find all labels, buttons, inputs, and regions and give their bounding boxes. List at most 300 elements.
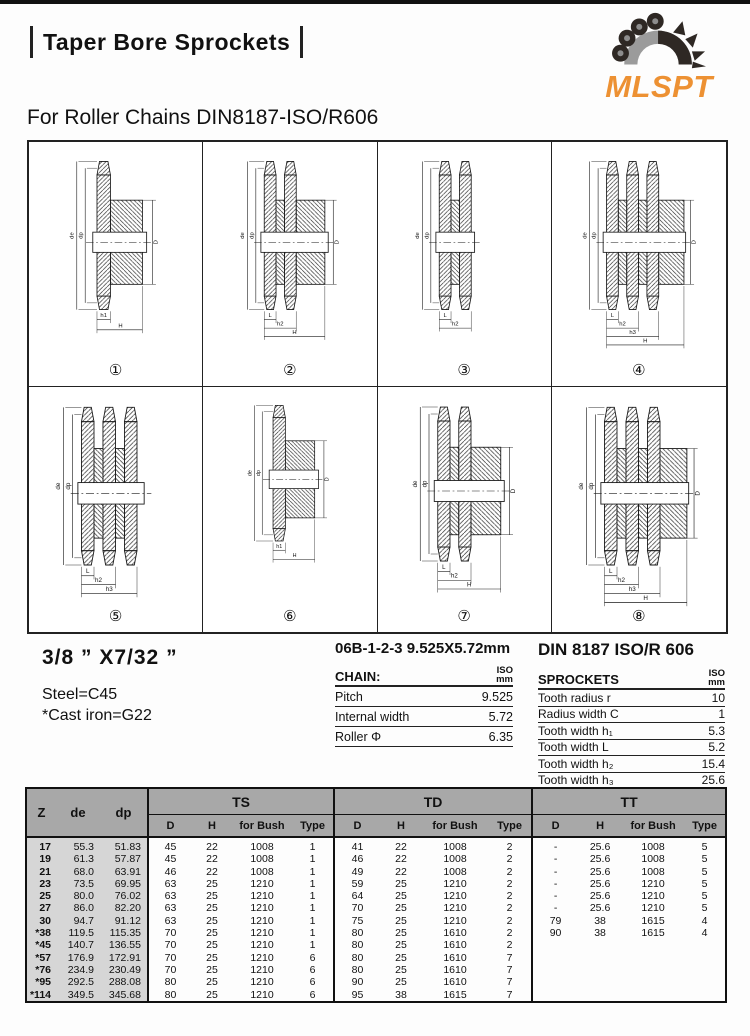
cell-tt-d: 90 (532, 927, 578, 939)
sub-header-type: Type (292, 815, 334, 838)
cell-tt-h (578, 989, 622, 1002)
cell-ts-d: 70 (148, 952, 192, 964)
svg-text:h2: h2 (451, 321, 459, 328)
cell-tt-h (578, 952, 622, 964)
cell-ts-d: 63 (148, 902, 192, 914)
cell-de: 292.5 (56, 976, 100, 988)
cell-ts-type: 1 (309, 865, 316, 878)
figure-number: ① (108, 362, 123, 379)
figure-number: ⑥ (283, 608, 297, 625)
cell-tt-type (684, 939, 726, 951)
cell-dp: 115.35 (100, 927, 148, 939)
table-row (26, 866, 726, 878)
cell-ts-d: 63 (148, 890, 192, 902)
cell-tt-d (532, 976, 578, 988)
sub-header-h: H (192, 815, 232, 838)
cell-td-h: 22 (395, 853, 407, 866)
svg-text:dp: dp (249, 232, 256, 239)
svg-text:L: L (442, 563, 446, 571)
cell-ts-d: 70 (148, 927, 192, 939)
cell-td-d: 64 (334, 890, 380, 902)
cell-ts-bush: 1008 (250, 853, 274, 866)
sprocket-diagram-3 (378, 142, 552, 387)
cell-ts-type: 1 (309, 939, 316, 952)
cell-td-h: 25 (395, 914, 407, 927)
sprocket-diagram-6 (203, 387, 377, 632)
cell-tt-bush: 1210 (641, 902, 665, 915)
cell-td-d: 95 (334, 989, 380, 1002)
table-row (26, 853, 726, 865)
cell-dp: 57.87 (100, 853, 148, 865)
cell-td-type: 2 (506, 890, 513, 903)
main-table-body (26, 837, 726, 1002)
svg-text:h2: h2 (95, 577, 103, 585)
cell-ts-type: 1 (309, 914, 316, 927)
cell-ts-h: 22 (206, 841, 218, 853)
din-header-label: SPROCKETS (538, 672, 619, 687)
table-row (26, 939, 726, 951)
svg-text:de: de (582, 232, 589, 239)
cell-dp: 172.91 (100, 952, 148, 964)
cell-td-type: 2 (506, 927, 513, 940)
svg-text:L: L (268, 313, 273, 320)
cell-z: *45 (26, 939, 56, 951)
cell-ts-bush: 1210 (250, 976, 274, 989)
cell-ts-type: 6 (309, 963, 316, 976)
cell-tt-d: - (532, 878, 578, 890)
col-header-z: Z (26, 788, 56, 837)
title-left-bar (30, 26, 33, 58)
din-row-tooth-width-h3: Tooth width h₃ 25.6 (538, 773, 725, 788)
cell-tt-d: - (532, 902, 578, 914)
table-header (26, 788, 726, 837)
cell-tt-h: 25.6 (589, 877, 611, 890)
title-right-bar (300, 26, 303, 58)
cell-tt-type: 4 (701, 914, 708, 927)
cell-ts-type: 6 (309, 988, 316, 1001)
cell-z: 17 (26, 837, 56, 853)
sub-header-d: D (532, 815, 578, 838)
cell-dp: 51.83 (100, 837, 148, 853)
cell-td-h: 25 (395, 890, 407, 903)
din-row-tooth-width-l: Tooth width L 5.2 (538, 740, 725, 755)
sub-header-type: Type (488, 815, 532, 838)
svg-text:H: H (118, 323, 123, 330)
sprocket-diagram-1 (29, 142, 203, 387)
table-row (26, 952, 726, 964)
cell-ts-d: 70 (148, 964, 192, 976)
svg-text:D: D (334, 240, 341, 245)
page-top-strip (0, 0, 750, 4)
sub-header-for-bush: for Bush (232, 815, 292, 838)
cell-tt-bush: 1008 (641, 853, 665, 866)
cell-z: 25 (26, 890, 56, 902)
cell-tt-type: 5 (701, 841, 708, 853)
sprocket-drawing-single-hub-small (225, 393, 355, 578)
cell-td-type: 7 (506, 988, 513, 1001)
cell-tt-d: - (532, 890, 578, 902)
cell-td-d: 80 (334, 964, 380, 976)
sprocket-diagram-2 (203, 142, 377, 387)
cell-dp: 345.68 (100, 989, 148, 1002)
col-group-tt: TT (532, 788, 726, 815)
figure-number: ② (283, 362, 297, 379)
cell-td-type: 7 (506, 976, 513, 989)
cell-ts-h: 22 (206, 865, 218, 878)
cell-ts-bush: 1210 (250, 902, 274, 915)
chain-size: 3/8 ” X7/32 ” (42, 646, 178, 669)
cell-ts-h: 25 (206, 988, 218, 1001)
cell-dp: 91.12 (100, 915, 148, 927)
svg-text:h3: h3 (105, 585, 113, 593)
cell-tt-h: 25.6 (589, 890, 611, 903)
cell-td-type: 2 (506, 841, 513, 853)
cell-ts-bush: 1008 (250, 865, 274, 878)
cell-tt-d (532, 939, 578, 951)
cell-dp: 82.20 (100, 902, 148, 914)
sub-header-h: H (380, 815, 422, 838)
sprocket-drawing-double-center-hub (389, 393, 539, 603)
cell-ts-d: 70 (148, 939, 192, 951)
svg-text:de: de (414, 232, 421, 239)
svg-text:dp: dp (423, 232, 430, 239)
unit-label: ISO mm (708, 668, 725, 688)
unit-label: ISO mm (496, 665, 513, 685)
din-spec-header (538, 669, 725, 690)
cell-z: 19 (26, 853, 56, 865)
cell-td-type: 2 (506, 853, 513, 866)
cell-ts-bush: 1210 (250, 890, 274, 903)
cell-ts-d: 63 (148, 878, 192, 890)
din-spec-table (538, 640, 725, 789)
table-row (26, 890, 726, 902)
cell-tt-d (532, 964, 578, 976)
cell-tt-h: 25.6 (589, 902, 611, 915)
sprocket-drawing-double-hub (217, 148, 362, 350)
cell-dp: 69.95 (100, 878, 148, 890)
cell-de: 94.7 (56, 915, 100, 927)
mlspt-logo (592, 10, 726, 102)
cell-td-type: 2 (506, 902, 513, 915)
table-row (26, 915, 726, 927)
cell-ts-h: 25 (206, 976, 218, 989)
sprocket-drawing-triple (38, 393, 193, 608)
cell-td-d: 80 (334, 927, 380, 939)
cell-dp: 63.91 (100, 866, 148, 878)
cell-tt-d (532, 989, 578, 1002)
svg-text:h1: h1 (100, 313, 108, 320)
cell-tt-d: 79 (532, 915, 578, 927)
cell-td-bush: 1210 (443, 914, 467, 927)
din-row-tooth-radius: Tooth radius r 10 (538, 690, 725, 705)
svg-text:D: D (153, 240, 160, 245)
cell-tt-bush (622, 952, 684, 964)
svg-text:dp: dp (421, 480, 429, 488)
cell-ts-d: 45 (148, 837, 192, 853)
svg-text:L: L (86, 568, 90, 576)
sprocket-chain-icon (597, 10, 721, 72)
sub-header-h: H (578, 815, 622, 838)
cell-tt-h: 38 (594, 927, 606, 940)
cell-td-bush: 1610 (443, 963, 467, 976)
chain-row-internal-width: Internal width 5.72 (335, 707, 513, 727)
cell-td-type: 7 (506, 951, 513, 964)
cell-de: 68.0 (56, 866, 100, 878)
cell-z: 30 (26, 915, 56, 927)
cell-tt-bush (622, 939, 684, 951)
cell-tt-type (684, 989, 726, 1002)
cell-td-bush: 1210 (443, 902, 467, 915)
col-group-td: TD (334, 788, 532, 815)
cell-ts-d: 63 (148, 915, 192, 927)
cell-tt-bush (622, 989, 684, 1002)
svg-text:H: H (467, 581, 472, 589)
cell-z: *114 (26, 989, 56, 1002)
cell-td-type: 7 (506, 963, 513, 976)
din-row-radius-width: Radius width C 1 (538, 707, 725, 722)
logo-text: MLSPT (605, 69, 713, 104)
svg-text:H: H (292, 553, 297, 560)
cell-ts-bush: 1210 (250, 927, 274, 940)
cell-tt-bush: 1008 (641, 841, 665, 853)
cell-tt-bush: 1008 (641, 865, 665, 878)
din-row-tooth-width-h1: Tooth width h₁ 5.3 (538, 723, 725, 738)
cell-tt-type: 5 (701, 865, 708, 878)
sprocket-diagram-8 (552, 387, 726, 632)
sprocket-drawing-single-hub (43, 148, 188, 350)
cell-ts-type: 1 (309, 902, 316, 915)
main-data-table (25, 787, 727, 1003)
sprocket-drawing-double (392, 148, 537, 350)
cell-z: 27 (26, 902, 56, 914)
cell-ts-type: 1 (309, 890, 316, 903)
svg-text:h3: h3 (629, 330, 637, 337)
table-row (26, 976, 726, 988)
cell-tt-d: - (532, 866, 578, 878)
sprocket-drawing-triple-center-hub (561, 393, 716, 608)
cell-td-bush: 1008 (443, 841, 467, 853)
svg-text:de: de (240, 232, 247, 239)
chain-row-roller: Roller Φ 6.35 (335, 727, 513, 747)
chain-spec-header (335, 666, 513, 687)
cell-tt-type: 4 (701, 927, 708, 940)
cell-tt-h (578, 964, 622, 976)
svg-text:de: de (247, 470, 254, 477)
cell-de: 176.9 (56, 952, 100, 964)
cell-tt-bush (622, 976, 684, 988)
table-row (26, 902, 726, 914)
cell-td-h: 22 (395, 865, 407, 878)
sprocket-drawing-triple-hub (566, 148, 711, 350)
cell-td-d: 80 (334, 939, 380, 951)
table-row (26, 927, 726, 939)
cell-td-h: 25 (395, 902, 407, 915)
cell-ts-h: 25 (206, 890, 218, 903)
cell-ts-h: 25 (206, 927, 218, 940)
cell-tt-d: - (532, 837, 578, 853)
cell-td-bush: 1610 (443, 951, 467, 964)
cell-z: *76 (26, 964, 56, 976)
svg-text:H: H (643, 594, 649, 602)
cell-td-d: 75 (334, 915, 380, 927)
cell-ts-bush: 1210 (250, 877, 274, 890)
cell-tt-h (578, 976, 622, 988)
cell-ts-h: 25 (206, 939, 218, 952)
cell-tt-bush: 1210 (641, 877, 665, 890)
cell-td-bush: 1008 (443, 853, 467, 866)
cell-de: 73.5 (56, 878, 100, 890)
cell-ts-bush: 1210 (250, 914, 274, 927)
cell-ts-bush: 1210 (250, 988, 274, 1001)
cell-tt-bush: 1615 (641, 927, 665, 940)
cell-de: 119.5 (56, 927, 100, 939)
cell-tt-type (684, 964, 726, 976)
cell-ts-type: 1 (309, 853, 316, 866)
cell-de: 234.9 (56, 964, 100, 976)
col-group-ts: TS (148, 788, 334, 815)
cell-td-d: 80 (334, 952, 380, 964)
svg-text:L: L (443, 313, 447, 320)
cell-td-bush: 1210 (443, 890, 467, 903)
svg-text:H: H (292, 330, 298, 337)
cell-td-d: 90 (334, 976, 380, 988)
cell-ts-h: 25 (206, 963, 218, 976)
figure-number: ③ (457, 362, 471, 379)
table-row (26, 964, 726, 976)
svg-text:de: de (55, 482, 63, 490)
sprocket-diagram-4 (552, 142, 726, 387)
svg-text:dp: dp (64, 482, 72, 490)
svg-text:dp: dp (255, 470, 262, 477)
chain-row-pitch: Pitch 9.525 (335, 687, 513, 707)
svg-text:dp: dp (588, 482, 596, 490)
sprocket-diagram-5 (29, 387, 203, 632)
table-row (26, 837, 726, 853)
size-spec-block (42, 646, 178, 726)
cell-ts-bush: 1210 (250, 963, 274, 976)
cell-td-h: 25 (395, 927, 407, 940)
cell-tt-h: 38 (594, 914, 606, 927)
cell-ts-type: 6 (309, 976, 316, 989)
cell-de: 86.0 (56, 902, 100, 914)
cell-td-type: 2 (506, 914, 513, 927)
cell-td-bush: 1008 (443, 865, 467, 878)
cell-td-h: 25 (395, 951, 407, 964)
cell-tt-type (684, 952, 726, 964)
cell-dp: 76.02 (100, 890, 148, 902)
svg-text:D: D (509, 488, 517, 494)
cell-tt-type: 5 (701, 853, 708, 866)
sub-header-d: D (148, 815, 192, 838)
dimension-table-section (25, 787, 725, 1003)
cell-z: 23 (26, 878, 56, 890)
svg-text:D: D (694, 491, 702, 496)
material-cast-iron: *Cast iron=G22 (42, 707, 152, 724)
cell-ts-d: 80 (148, 989, 192, 1002)
cell-de: 55.3 (56, 837, 100, 853)
svg-text:H: H (643, 338, 648, 345)
sub-header-for-bush: for Bush (422, 815, 488, 838)
cell-de: 61.3 (56, 853, 100, 865)
page-subtitle: For Roller Chains DIN8187-ISO/R606 (27, 106, 379, 129)
material-steel: Steel=C45 (42, 686, 118, 703)
cell-td-h: 38 (395, 988, 407, 1001)
cell-td-type: 2 (506, 877, 513, 890)
svg-text:de: de (411, 480, 419, 488)
chain-spec-table (335, 640, 513, 747)
svg-text:h2: h2 (451, 572, 458, 580)
svg-text:h3: h3 (629, 585, 637, 593)
cell-tt-type: 5 (701, 877, 708, 890)
cell-td-d: 41 (334, 837, 380, 853)
cell-td-type: 2 (506, 865, 513, 878)
cell-td-h: 25 (395, 877, 407, 890)
cell-tt-h: 25.6 (589, 853, 611, 866)
svg-text:de: de (578, 482, 586, 490)
col-header-dp: dp (100, 788, 148, 837)
table-row (26, 989, 726, 1002)
sub-header-type: Type (684, 815, 726, 838)
cell-ts-d: 46 (148, 866, 192, 878)
sub-header-for-bush: for Bush (622, 815, 684, 838)
chain-header-label: CHAIN: (335, 669, 381, 684)
sprocket-diagram-7 (378, 387, 552, 632)
cell-tt-h (578, 939, 622, 951)
sprocket-diagram-grid (27, 140, 728, 634)
cell-tt-d (532, 952, 578, 964)
cell-td-h: 22 (395, 841, 407, 853)
cell-tt-bush (622, 964, 684, 976)
cell-ts-type: 1 (309, 877, 316, 890)
col-header-de: de (56, 788, 100, 837)
table-row (26, 878, 726, 890)
spec-section (0, 640, 750, 786)
cell-ts-bush: 1210 (250, 939, 274, 952)
cell-ts-h: 25 (206, 951, 218, 964)
svg-text:h2: h2 (277, 321, 284, 328)
svg-text:h2: h2 (618, 577, 626, 585)
svg-text:D: D (692, 240, 699, 245)
cell-td-bush: 1210 (443, 877, 467, 890)
page-header (30, 26, 303, 58)
cell-ts-d: 45 (148, 853, 192, 865)
cell-ts-h: 25 (206, 877, 218, 890)
cell-ts-type: 1 (309, 841, 316, 853)
svg-text:de: de (69, 232, 76, 239)
cell-de: 140.7 (56, 939, 100, 951)
svg-text:dp: dp (591, 232, 598, 239)
cell-ts-bush: 1210 (250, 951, 274, 964)
cell-td-bush: 1610 (443, 927, 467, 940)
cell-ts-h: 25 (206, 902, 218, 915)
cell-td-type: 2 (506, 939, 513, 952)
svg-text:h1: h1 (276, 543, 283, 550)
cell-td-d: 59 (334, 878, 380, 890)
cell-z: *95 (26, 976, 56, 988)
page-title: Taper Bore Sprockets (43, 28, 291, 55)
cell-tt-h: 25.6 (589, 865, 611, 878)
cell-z: *38 (26, 927, 56, 939)
chain-spec-title: 06B-1-2-3 9.525X5.72mm (335, 640, 511, 657)
cell-z: *57 (26, 952, 56, 964)
cell-td-h: 25 (395, 976, 407, 989)
cell-td-bush: 1615 (443, 988, 467, 1001)
sub-header-d: D (334, 815, 380, 838)
svg-text:D: D (324, 477, 331, 482)
cell-ts-bush: 1008 (250, 841, 274, 853)
cell-ts-h: 25 (206, 914, 218, 927)
cell-de: 349.5 (56, 989, 100, 1002)
